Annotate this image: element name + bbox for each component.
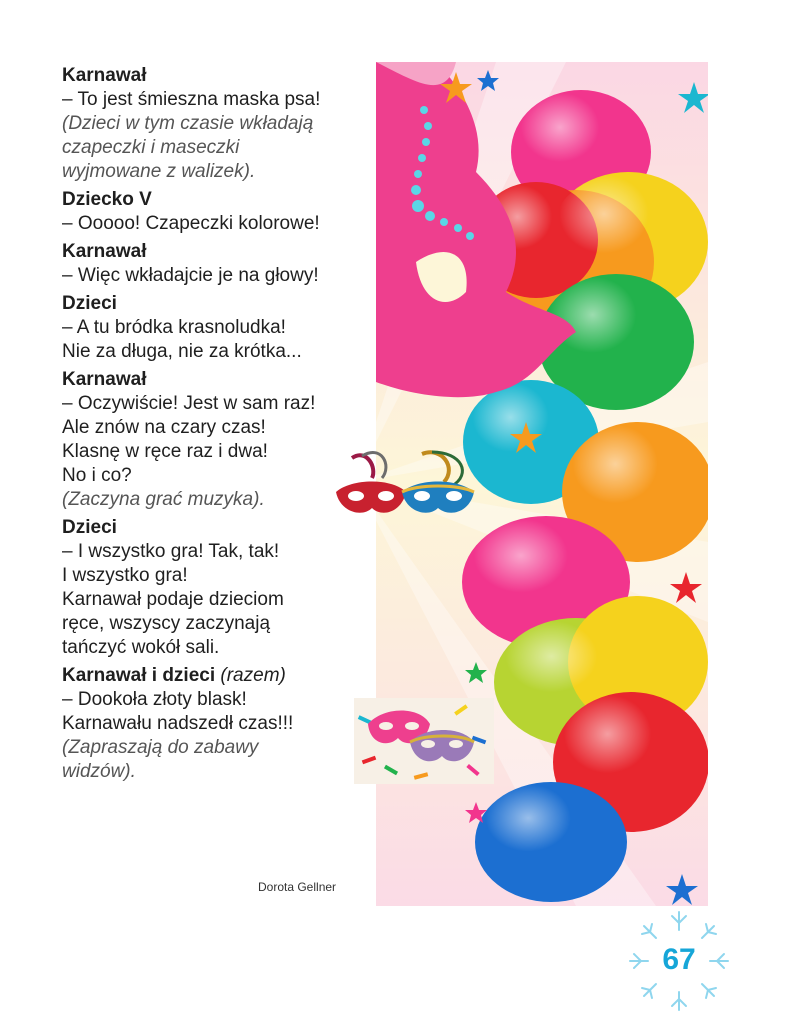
page-number-badge — [626, 908, 732, 1014]
dialogue-line: – Ooooo! Czapeczki kolorowe! — [62, 213, 320, 234]
speaker-name: Karnawał — [62, 241, 147, 262]
dialogue-line: Karnawału nadszedł czas!!! — [62, 713, 294, 734]
speaker-name: Karnawał — [62, 369, 147, 390]
masks-confetti-picture — [354, 698, 494, 784]
stage-direction: widzów). — [62, 761, 136, 782]
speaker-name: Dziecko V — [62, 189, 152, 210]
stage-direction: czapeczki i maseczki — [62, 137, 240, 158]
dialogue-line: – I wszystko gra! Tak, tak! — [62, 541, 280, 562]
dialogue-line: – Więc wkładajcie je na głowy! — [62, 265, 319, 286]
dialogue-line: Nie za długa, nie za krótka... — [62, 341, 302, 362]
stage-direction: (Zapraszają do zabawy — [62, 737, 259, 758]
carnival-masks-picture — [332, 448, 480, 534]
carnival-mask-icon — [332, 448, 480, 534]
stage-direction: (Dzieci w tym czasie wkładają — [62, 113, 314, 134]
dialogue-line: – Dookoła złoty blask! — [62, 689, 247, 710]
dialogue-line: ręce, wszyscy zaczynają — [62, 613, 271, 634]
dialogue-line: No i co? — [62, 465, 132, 486]
dialogue-line: – Oczywiście! Jest w sam raz! — [62, 393, 316, 414]
dialogue-line: Karnawał podaje dzieciom — [62, 589, 284, 610]
page-number: 67 — [662, 943, 696, 976]
stage-direction: (Zaczyna grać muzyka). — [62, 489, 265, 510]
speaker-note: (razem) — [220, 665, 286, 686]
speaker-name: Dzieci — [62, 517, 117, 538]
speaker-name: Karnawał — [62, 65, 147, 86]
dialogue-line: – To jest śmieszna maska psa! — [62, 89, 321, 110]
dialogue-line: tańczyć wokół sali. — [62, 637, 220, 658]
script-text — [62, 60, 372, 784]
speaker-name — [62, 664, 372, 688]
dialogue-line: – A tu bródka krasnoludka! — [62, 317, 286, 338]
dialogue-line: Klasnę w ręce raz i dwa! — [62, 441, 268, 462]
author-name: Dorota Gellner — [258, 880, 337, 894]
speaker-name: Dzieci — [62, 293, 117, 314]
dialogue-line: Ale znów na czary czas! — [62, 417, 266, 438]
carnival-mask-icon — [354, 698, 494, 784]
stage-direction: wyjmowane z walizek). — [62, 161, 256, 182]
speaker-name-text: Karnawał i dzieci — [62, 665, 216, 686]
dialogue-line: I wszystko gra! — [62, 565, 188, 586]
